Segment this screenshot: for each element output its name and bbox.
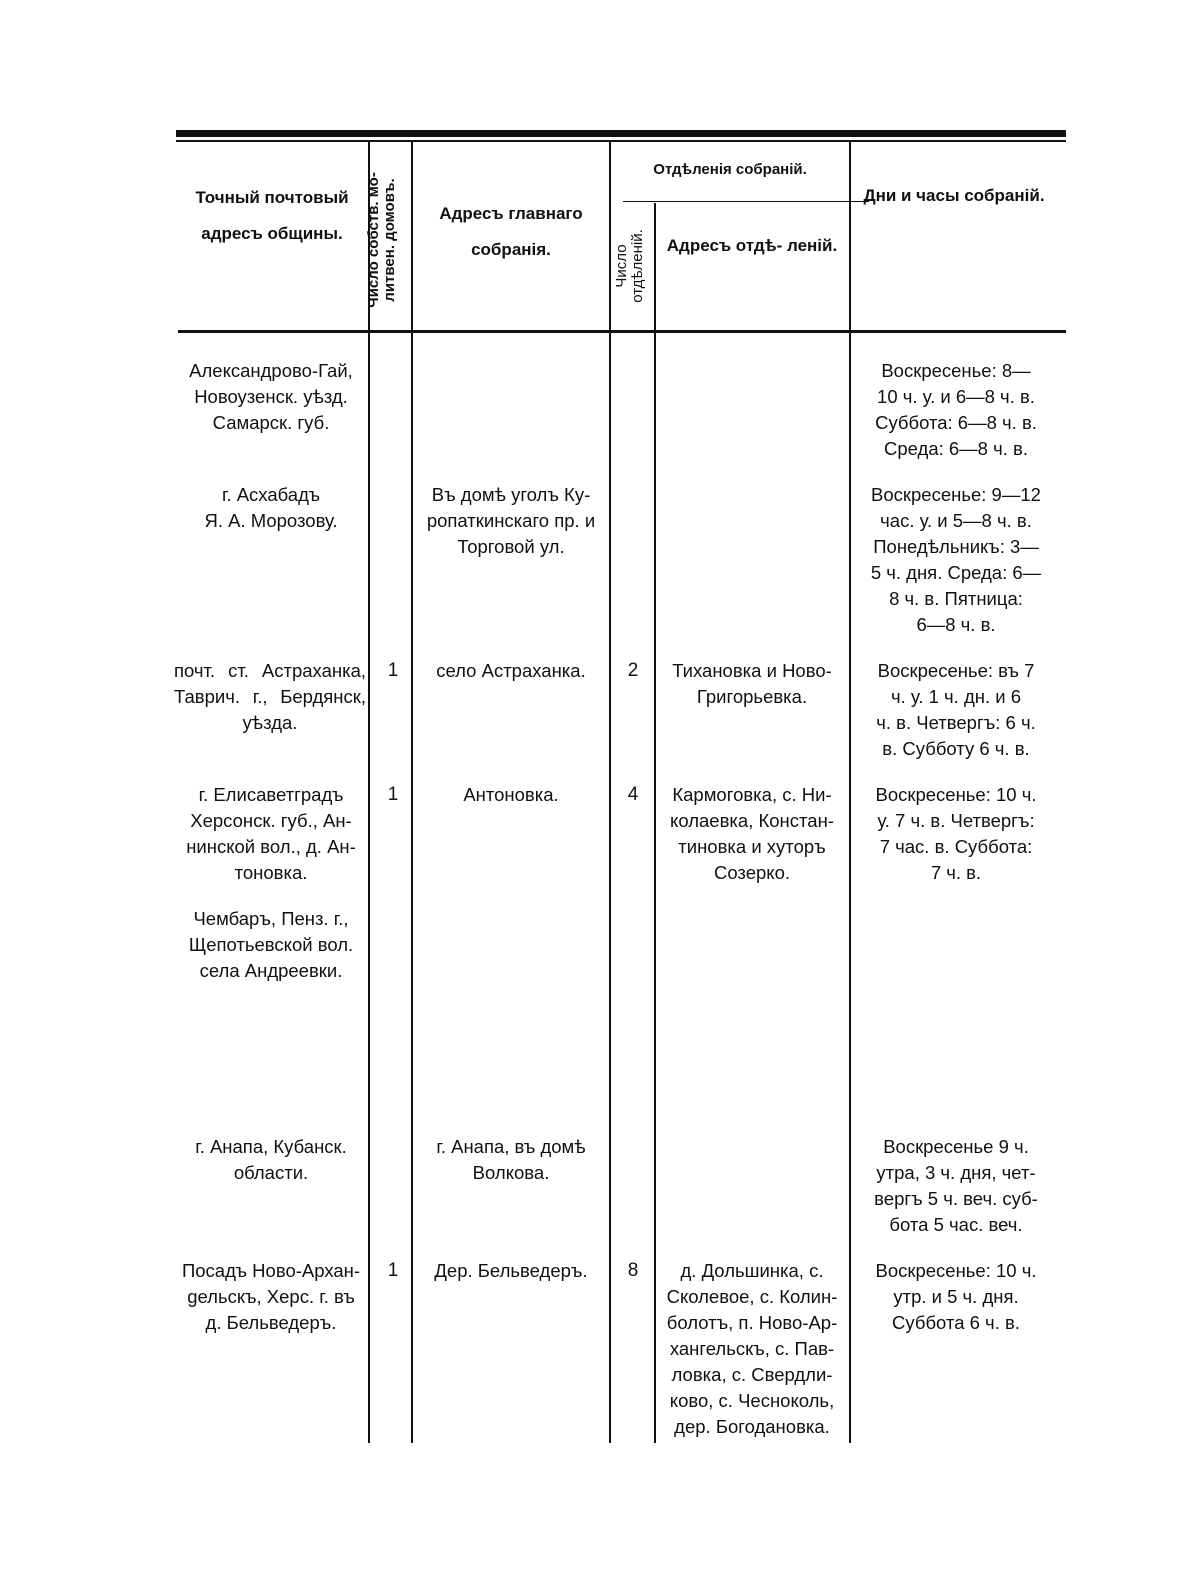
row-address: Посадъ Ново-Архан- gельскъ, Херс. г. въ д. Бельведеръ.	[181, 1260, 361, 1333]
column-divider	[609, 333, 611, 1443]
row-days: Воскресенье: 8— 10 ч. у. и 6—8 ч. в. Суббота: 6—8 ч. в. Среда: 6—8 ч. в.	[875, 360, 1037, 459]
header-main-address: Адресъ главнаго собранія.	[439, 204, 583, 259]
row-houses: 1	[387, 1260, 399, 1281]
branches-group-rule	[623, 201, 869, 202]
header-branch-address: Адресъ отдѣ- леній.	[666, 236, 838, 255]
row-branch-count: 4	[627, 784, 639, 805]
row-days: Воскресенье: 9—12 час. у. и 5—8 ч. в. Понедѣльникъ: 3— 5 ч. дня. Среда: 6— 8 ч. в. Пятница: 6—8 ч. в.	[870, 484, 1042, 635]
row-houses: 1	[387, 784, 399, 805]
header-houses: Число собств. мо- литвен. домовъ.	[365, 172, 398, 308]
column-divider	[849, 142, 851, 330]
row-main-address: Въ домѣ уголъ Ку- ропаткинскаго пр. и Торговой ул.	[426, 484, 596, 557]
header-bottom-rule	[178, 330, 1066, 333]
row-address: г. Елисаветградъ Херсонск. губ., Ан- нинской вол., д. Ан- тоновка.	[186, 784, 356, 883]
row-branch-count: 8	[627, 1260, 639, 1281]
row-main-address: село Астраханка.	[436, 660, 586, 681]
header-days: Дни и часы собраній.	[863, 186, 1045, 205]
column-divider	[411, 142, 413, 330]
row-address: г. Асхабадъ Я. А. Морозову.	[204, 484, 338, 531]
row-branches: Тихановка и Ново- Григорьевка.	[672, 660, 832, 707]
column-divider	[654, 333, 656, 1443]
row-address: г. Анапа, Кубанск. области.	[195, 1136, 347, 1183]
column-divider	[368, 333, 370, 1443]
row-address: Александрово-Гай, Новоузенск. уѣзд. Самарск. губ.	[189, 360, 353, 433]
row-main-address: Антоновка.	[463, 784, 559, 805]
row-address: Чембаръ, Пенз. г., Щепотьевской вол. села Андреевки.	[188, 908, 354, 981]
row-days: Воскресенье: 10 ч. у. 7 ч. в. Четвергъ: 7 час. в. Суббота: 7 ч. в.	[875, 784, 1037, 883]
column-divider	[849, 333, 851, 1443]
top-rule-thin	[176, 140, 1066, 142]
column-divider	[654, 203, 656, 330]
row-houses: 1	[387, 660, 399, 681]
row-main-address: г. Анапа, въ домѣ Волкова.	[436, 1136, 586, 1183]
header-branches-group: Отдѣленія собраній.	[653, 161, 807, 178]
header-address: Точный почтовый адресъ общины.	[195, 188, 349, 243]
row-branches: д. Дольшинка, с. Сколевое, с. Колин- болотъ, п. Ново-Ар- хангельскъ, с. Пав- ловка, с. Свердли- ково, с. Чесноколь, дер. Богодановка.	[666, 1260, 838, 1437]
row-branch-count: 2	[627, 660, 639, 681]
row-days: Воскресенье: 10 ч. утр. и 5 ч. дня. Суббота 6 ч. в.	[875, 1260, 1037, 1333]
row-days: Воскресенье 9 ч. утра, 3 ч. дня, чет- вергъ 5 ч. веч. суб- бота 5 час. веч.	[874, 1136, 1038, 1235]
column-divider	[609, 142, 611, 330]
column-divider	[411, 333, 413, 1443]
row-main-address: Дер. Бельведеръ.	[434, 1260, 588, 1281]
row-branches: Кармоговка, с. Ни- колаевка, Констан- тиновка и хуторъ Созерко.	[670, 784, 834, 883]
header-branch-count: Число отдѣленій.	[613, 229, 646, 303]
top-rule	[176, 130, 1066, 137]
row-days: Воскресенье: въ 7 ч. у. 1 ч. дн. и 6 ч. в. Четвергъ: 6 ч. в. Субботу 6 ч. в.	[876, 660, 1036, 759]
row-address: почт. ст. Астраханка, Таврич. г., Бердянск, уѣзда.	[174, 660, 366, 733]
